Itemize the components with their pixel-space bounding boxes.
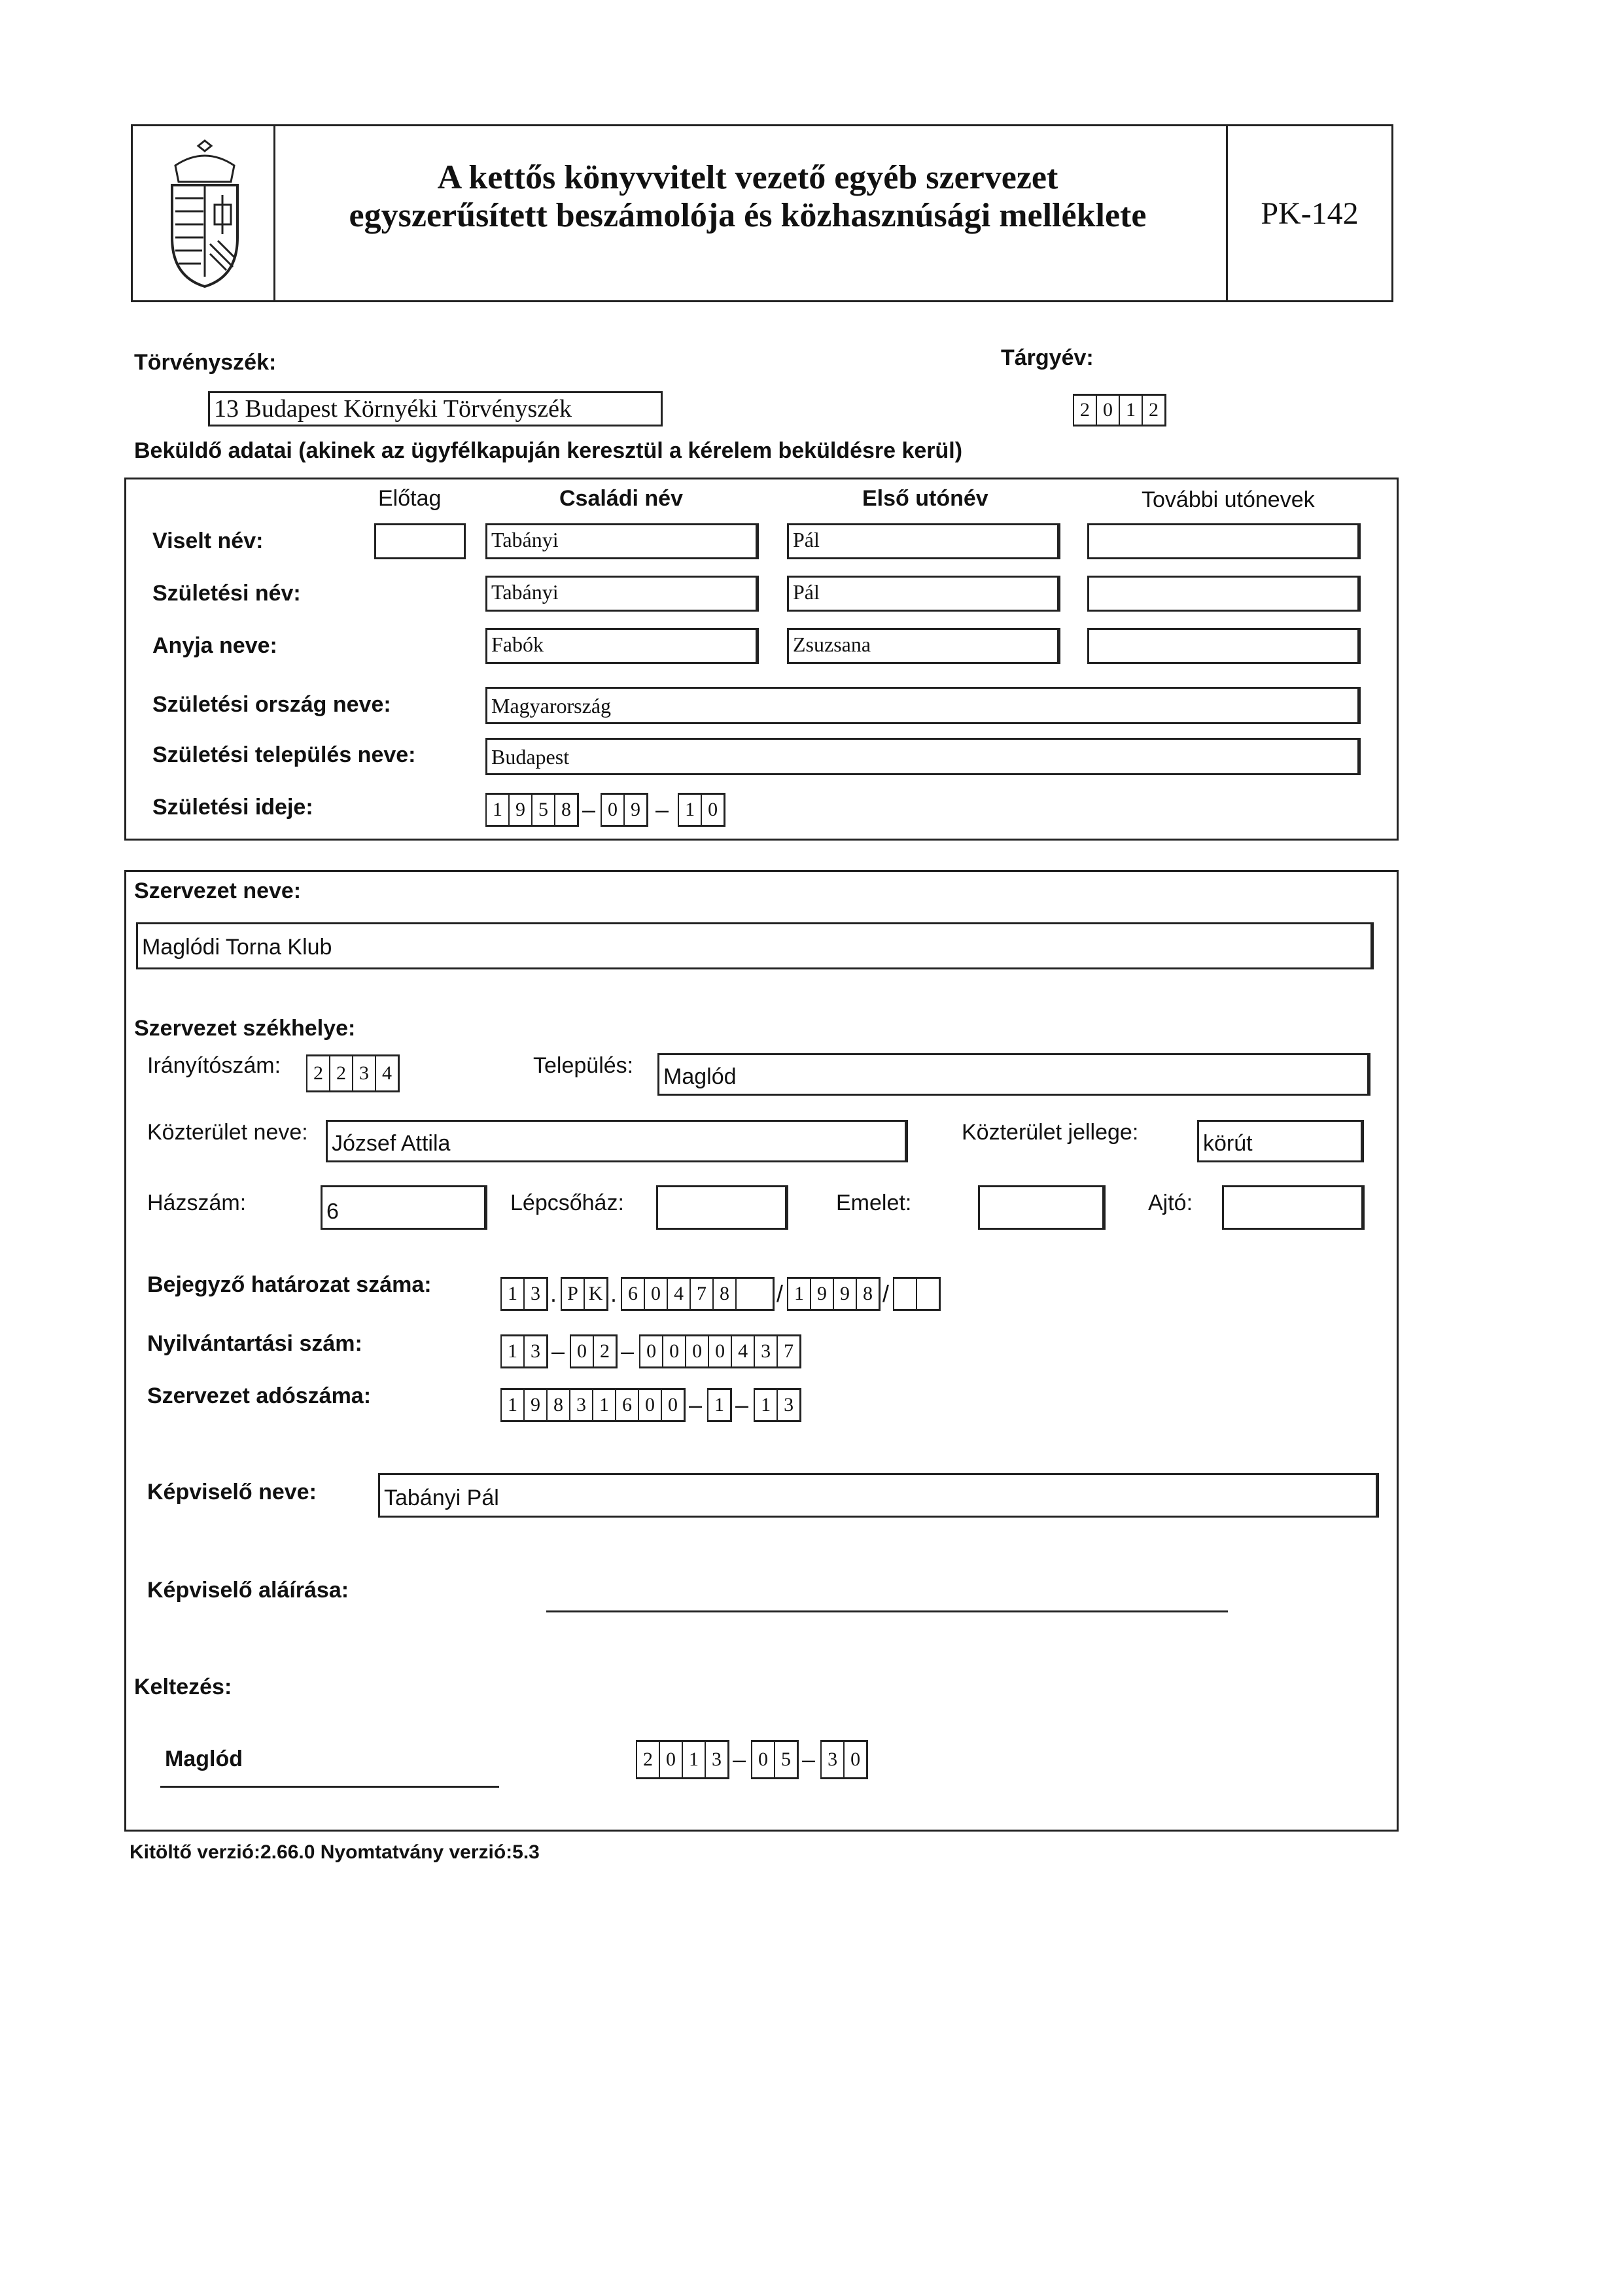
registry-digit: 2 — [593, 1334, 618, 1368]
year-digit: 2 — [1073, 394, 1098, 426]
decision-slash: / — [777, 1280, 784, 1307]
decision-digit: 4 — [667, 1277, 691, 1311]
decision-slash: / — [882, 1280, 890, 1307]
form-header — [131, 124, 1393, 302]
registry-digit: 3 — [523, 1334, 548, 1368]
date-digit: 1 — [682, 1740, 707, 1779]
zip-digit: 4 — [375, 1054, 400, 1092]
tax-digit: 1 — [754, 1388, 778, 1422]
birth-city-field[interactable]: Budapest — [485, 738, 1361, 775]
current-other-names-field[interactable] — [1087, 523, 1361, 559]
date-digit: 0 — [843, 1740, 868, 1779]
street-label: Közterület neve: — [147, 1120, 308, 1145]
decision-digit: 7 — [689, 1277, 714, 1311]
street-type-label: Közterület jellege: — [962, 1120, 1139, 1145]
dated-place: Maglód — [165, 1747, 243, 1771]
date-digit: 5 — [774, 1740, 799, 1779]
date-digit: 9 — [508, 793, 533, 827]
date-digit: 0 — [601, 793, 625, 827]
birth-country-field[interactable]: Magyarország — [485, 687, 1361, 724]
year-digit: 0 — [1096, 394, 1121, 426]
decision-digit: 8 — [856, 1277, 881, 1311]
decision-digit: 9 — [810, 1277, 835, 1311]
col-prefix: Előtag — [378, 486, 442, 511]
zip-field[interactable] — [306, 1054, 398, 1092]
decision-digit: 0 — [644, 1277, 669, 1311]
dated-label: Keltezés: — [134, 1675, 232, 1699]
date-digit: 1 — [485, 793, 510, 827]
registry-digit: 0 — [708, 1334, 733, 1368]
registry-digit: 4 — [731, 1334, 756, 1368]
date-separator: – — [655, 796, 669, 823]
date-digit: 3 — [705, 1740, 729, 1779]
zip-digit: 2 — [329, 1054, 354, 1092]
registry-digit: 0 — [685, 1334, 710, 1368]
tax-number-label: Szervezet adószáma: — [147, 1383, 372, 1408]
registry-digit: 0 — [570, 1334, 595, 1368]
tax-digit: 8 — [546, 1388, 571, 1422]
signature-line[interactable] — [546, 1610, 1228, 1612]
door-label: Ajtó: — [1148, 1191, 1193, 1215]
registry-number-field[interactable] — [500, 1334, 799, 1368]
decision-dot: . — [550, 1280, 557, 1307]
birth-other-names-field[interactable] — [1087, 576, 1361, 612]
mother-first-name-field[interactable]: Zsuzsana — [787, 628, 1060, 664]
current-family-name-field[interactable]: Tabányi — [485, 523, 759, 559]
floor-label: Emelet: — [836, 1191, 912, 1215]
registry-digit: 1 — [500, 1334, 525, 1368]
decision-number-field[interactable] — [500, 1277, 939, 1311]
decision-dot: . — [610, 1280, 618, 1307]
decision-digit: 1 — [500, 1277, 525, 1311]
decision-digit: 1 — [787, 1277, 812, 1311]
registry-number-label: Nyilvántartási szám: — [147, 1331, 362, 1356]
date-digit: 3 — [820, 1740, 845, 1779]
decision-char: P — [561, 1277, 585, 1311]
col-other-names: További utónevek — [1142, 487, 1315, 512]
date-digit: 0 — [751, 1740, 776, 1779]
birth-city-label: Születési település neve: — [152, 742, 416, 767]
tax-digit: 0 — [661, 1388, 686, 1422]
date-separator: – — [733, 1746, 746, 1773]
city-label: Település: — [533, 1053, 634, 1078]
registry-digit: 0 — [662, 1334, 687, 1368]
org-name-label: Szervezet neve: — [134, 878, 302, 903]
decision-digit: 8 — [712, 1277, 737, 1311]
zip-label: Irányítószám: — [147, 1053, 281, 1078]
subject-year-field[interactable] — [1073, 394, 1164, 426]
birth-date-field[interactable] — [485, 793, 724, 827]
date-separator: – — [802, 1746, 816, 1773]
place-line — [160, 1786, 499, 1788]
col-first-name: Első utónév — [862, 486, 988, 511]
court-field[interactable]: 13 Budapest Környéki Törvényszék — [208, 391, 663, 426]
date-digit: 9 — [623, 793, 648, 827]
hungarian-coat-of-arms-icon — [159, 139, 251, 290]
year-digit: 2 — [1142, 394, 1166, 426]
birth-family-name-field[interactable]: Tabányi — [485, 576, 759, 612]
date-digit: 0 — [659, 1740, 684, 1779]
tax-digit: 9 — [523, 1388, 548, 1422]
birth-date-label: Születési ideje: — [152, 795, 313, 820]
house-number-label: Házszám: — [147, 1191, 247, 1215]
tax-digit: 3 — [777, 1388, 801, 1422]
staircase-label: Lépcsőház: — [510, 1191, 624, 1215]
floor-field[interactable] — [978, 1185, 1106, 1230]
staircase-field[interactable] — [656, 1185, 788, 1230]
decision-digit: 6 — [621, 1277, 646, 1311]
subject-year-label: Tárgyév: — [1001, 345, 1094, 370]
date-digit: 5 — [531, 793, 556, 827]
zip-digit: 3 — [352, 1054, 377, 1092]
registry-digit: 3 — [754, 1334, 778, 1368]
current-name-label: Viselt név: — [152, 529, 264, 553]
registry-separator: – — [551, 1338, 565, 1365]
representative-signature-label: Képviselő aláírása: — [147, 1578, 349, 1603]
tax-digit: 0 — [638, 1388, 663, 1422]
tax-separator: – — [689, 1391, 703, 1418]
mother-other-names-field[interactable] — [1087, 628, 1361, 664]
registry-digit: 0 — [639, 1334, 664, 1368]
date-digit: 2 — [636, 1740, 661, 1779]
form-code: PK-142 — [1261, 196, 1359, 231]
representative-name-label: Képviselő neve: — [147, 1480, 317, 1505]
date-digit: 0 — [701, 793, 725, 827]
decision-number-label: Bejegyző határozat száma: — [147, 1272, 432, 1297]
registry-separator: – — [621, 1338, 635, 1365]
tax-digit: 6 — [615, 1388, 640, 1422]
footer-version: Kitöltő verzió:2.66.0 Nyomtatvány verzió:5.3 — [130, 1841, 540, 1863]
decision-char: K — [584, 1277, 608, 1311]
city-field[interactable]: Maglód — [657, 1053, 1370, 1096]
decision-digit — [893, 1277, 918, 1311]
tax-digit: 1 — [592, 1388, 617, 1422]
date-separator: – — [582, 796, 596, 823]
house-number-field[interactable]: 6 — [321, 1185, 487, 1230]
current-name-prefix-field[interactable] — [374, 523, 466, 559]
org-name-field[interactable]: Maglódi Torna Klub — [136, 922, 1374, 969]
date-digit: 8 — [554, 793, 579, 827]
court-label: Törvényszék: — [134, 350, 277, 375]
street-field[interactable]: József Attila — [326, 1120, 908, 1162]
door-field[interactable] — [1222, 1185, 1365, 1230]
decision-digit: 3 — [523, 1277, 548, 1311]
zip-digit: 2 — [306, 1054, 331, 1092]
form-title-line1: A kettős könyvvitelt vezető egyéb szervezet — [437, 159, 1058, 196]
street-type-field[interactable]: körút — [1197, 1120, 1364, 1162]
dated-date-field[interactable] — [636, 1740, 866, 1779]
date-digit: 1 — [678, 793, 703, 827]
birth-first-name-field[interactable]: Pál — [787, 576, 1060, 612]
mother-family-name-field[interactable]: Fabók — [485, 628, 759, 664]
decision-digit — [916, 1277, 941, 1311]
tax-digit: 3 — [569, 1388, 594, 1422]
birth-country-label: Születési ország neve: — [152, 692, 391, 717]
decision-digit — [735, 1277, 775, 1311]
tax-digit: 1 — [500, 1388, 525, 1422]
year-digit: 1 — [1119, 394, 1143, 426]
current-first-name-field[interactable]: Pál — [787, 523, 1060, 559]
tax-digit: 1 — [707, 1388, 732, 1422]
tax-separator: – — [735, 1391, 749, 1418]
sender-heading: Beküldő adatai (akinek az ügyfélkapuján keresztül a kérelem beküldésre kerül) — [134, 438, 963, 463]
registry-digit: 7 — [777, 1334, 801, 1368]
mother-name-label: Anyja neve: — [152, 633, 277, 658]
form-title — [273, 159, 1222, 235]
tax-number-field[interactable] — [500, 1388, 799, 1422]
birth-name-label: Születési név: — [152, 581, 301, 606]
form-title-line2: egyszerűsített beszámolója és közhasznúsági melléklete — [349, 197, 1147, 234]
decision-digit: 9 — [833, 1277, 858, 1311]
representative-name-field[interactable]: Tabányi Pál — [378, 1473, 1379, 1518]
col-family-name: Családi név — [559, 486, 683, 511]
org-seat-label: Szervezet székhelye: — [134, 1016, 356, 1041]
